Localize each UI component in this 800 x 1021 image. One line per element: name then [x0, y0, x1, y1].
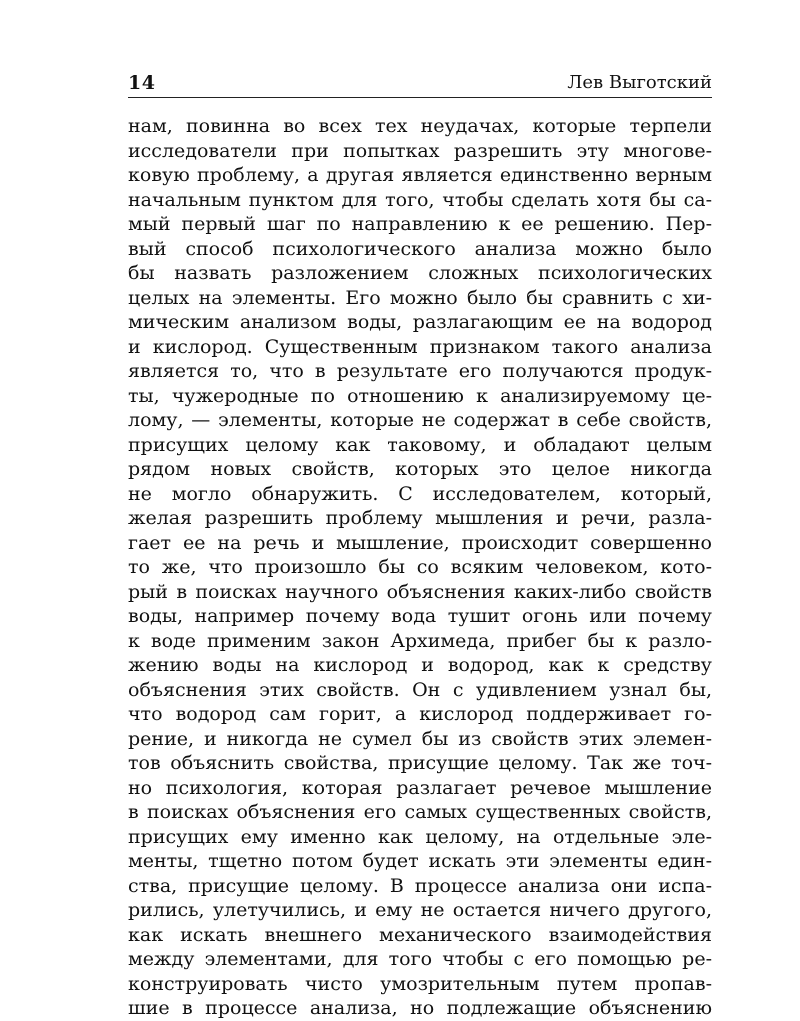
text-line: жению воды на кислород и водород, как к средству [128, 654, 712, 676]
text-line: объяснения этих свойств. Он с удивлением узнал бы, [128, 678, 712, 701]
body-text [128, 114, 712, 1021]
text-line: ства, присущие целому. В процессе анализа они испа- [128, 874, 712, 897]
text-line: нам, повинна во всех тех неудачах, которые терпели [128, 115, 712, 137]
text-line: лому, — элементы, которые не содержат в себе свойств, [128, 409, 712, 431]
text-line: присущих целому как таковому, и обладают целым [128, 433, 712, 456]
text-line: конструировать чисто умозрительным путем пропав- [128, 972, 712, 995]
text-line: вый способ психологического анализа можно было [128, 237, 712, 260]
page-number: 14 [128, 72, 156, 94]
text-line: является то, что в результате его получаются продук- [128, 360, 712, 382]
text-line: как искать внешнего механического взаимодействия [128, 923, 712, 946]
text-line: желая разрешить проблему мышления и речи, разла- [128, 507, 712, 529]
text-line: в поисках объяснения его самых существенных свойств, [128, 801, 712, 823]
text-line: ты, чужеродные по отношению к анализируемому це- [128, 384, 712, 407]
text-line: тов объяснить свойства, присущие целому. Так же точ- [128, 752, 712, 774]
page-header [128, 68, 712, 96]
text-line: к воде применим закон Архимеда, прибег бы к разло- [128, 629, 712, 652]
text-line: шие в процессе анализа, но подлежащие объяснению [128, 997, 712, 1019]
text-line: между элементами, для того чтобы с его помощью ре- [128, 948, 712, 970]
text-line: рый в поисках научного объяснения каких-либо свойств [128, 580, 712, 603]
text-line: но психология, которая разлагает речевое мышление [128, 776, 712, 799]
header-rule [128, 97, 712, 98]
text-line: начальным пунктом для того, чтобы сделать хотя бы са- [128, 188, 712, 211]
text-line: бы назвать разложением сложных психологических [128, 262, 712, 284]
text-line: присущих ему именно как целому, на отдельные эле- [128, 825, 712, 848]
text-line: воды, например почему вода тушит огонь или почему [128, 605, 712, 627]
text-line: мическим анализом воды, разлагающим ее на водород [128, 311, 712, 333]
text-line: ковую проблему, а другая является единственно верным [128, 164, 712, 186]
text-line: и кислород. Существенным признаком такого анализа [128, 335, 712, 358]
text-line: рядом новых свойств, которых это целое никогда [128, 458, 712, 480]
text-line: гает ее на речь и мышление, происходит совершенно [128, 531, 712, 554]
running-head: Лев Выготский [567, 72, 712, 93]
text-line: менты, тщетно потом будет искать эти элементы един- [128, 850, 712, 872]
text-line: рение, и никогда не сумел бы из свойств этих элемен- [128, 727, 712, 750]
text-line: исследователи при попытках разрешить эту многове- [128, 139, 712, 162]
text-line: не могло обнаружить. С исследователем, который, [128, 482, 712, 505]
text-line: рились, улетучились, и ему не остается ничего другого, [128, 899, 712, 921]
text-line: мый первый шаг по направлению к ее решению. Пер- [128, 213, 712, 235]
text-line: что водород сам горит, а кислород поддерживает го- [128, 703, 712, 725]
text-line: то же, что произошло бы со всяким человеком, кото- [128, 556, 712, 578]
text-line: целых на элементы. Его можно было бы сравнить с хи- [128, 286, 712, 309]
